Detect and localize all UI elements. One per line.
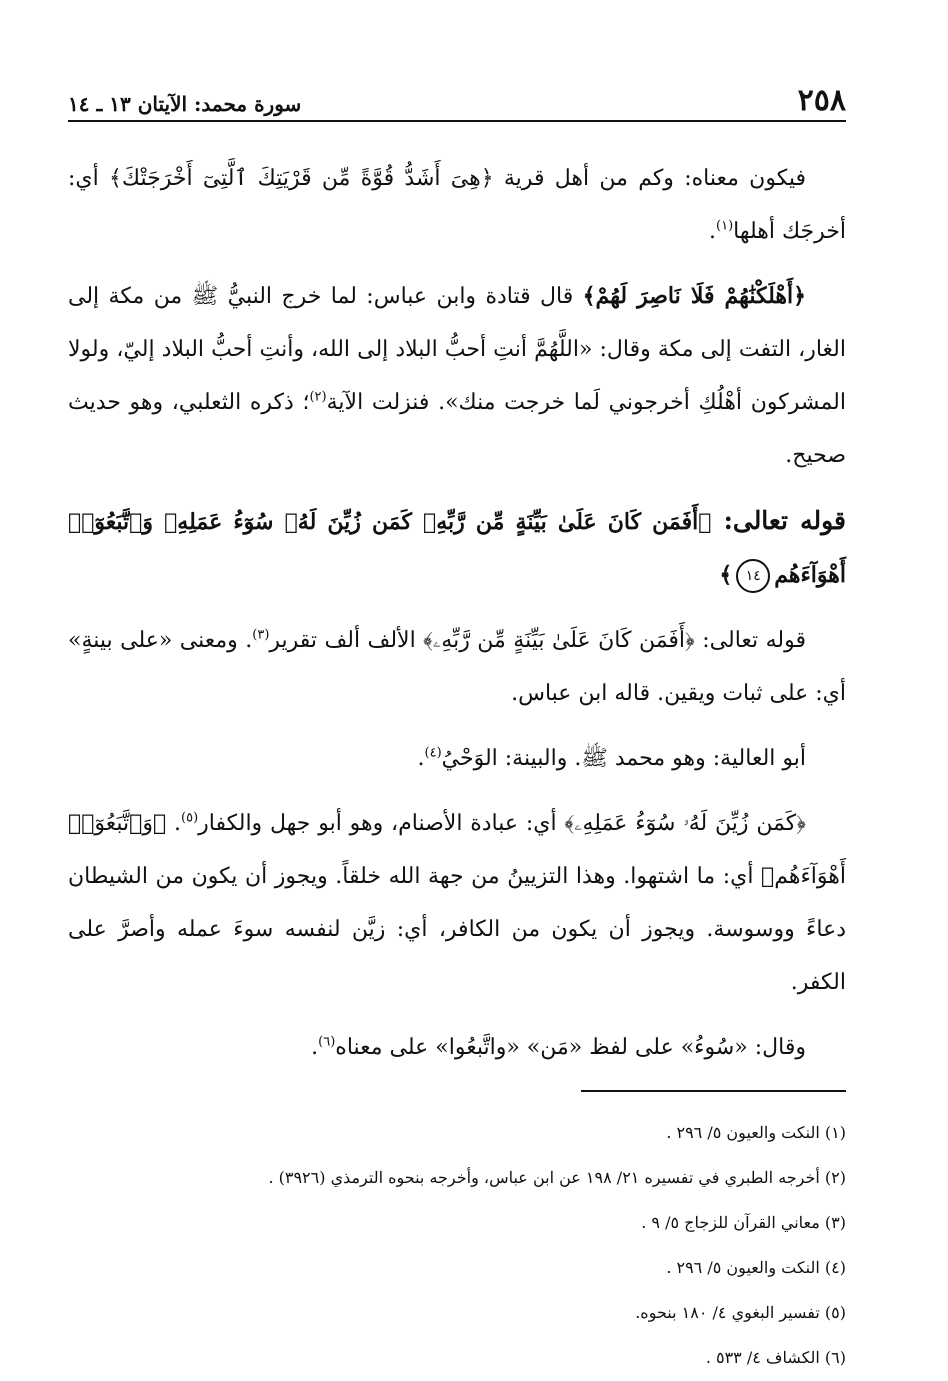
footnote: (٢) أخرجه الطبري في تفسيره ٢١/ ١٩٨ عن ابن عباس، وأخرجه بنحوه الترمذي (٣٩٢٦) . [268,1168,846,1187]
footnote-reference[interactable]: (٦) [318,1034,336,1050]
page-header [68,70,846,122]
paragraph-text: . [417,746,425,771]
footnote: (٥) تفسير البغوي ٤/ ١٨٠ بنحوه. [635,1303,846,1322]
paragraph [68,1021,846,1074]
footnote: (١) النكت والعيون ٥/ ٢٩٦ . [666,1123,846,1142]
verse-number-badge: ١٤ [736,559,770,593]
paragraph-text: . [709,219,717,244]
footnote-reference[interactable]: (١) [716,218,734,234]
paragraph [68,270,846,482]
footnote: (٦) الكشاف ٤/ ٥٣٣ . [705,1348,846,1367]
paragraph-text: أي: عبادة الأصنام، وهو أبو جهل والكفار [198,811,565,836]
body-text [68,152,846,1074]
footnote-reference[interactable]: (٣) [252,627,270,643]
quran-quote: ﴿كَمَن زُيِّنَ لَهُۥ سُوٓءُ عَمَلِهِۦ﴾ [564,811,807,836]
paragraph [68,614,846,720]
footnote: (٤) النكت والعيون ٥/ ٢٩٦ . [666,1258,846,1277]
paragraph [68,732,846,785]
paragraph-text: أي: ما اشتهوا. وهذا التزيينُ من جهة الله خلقاً. ويجوز أن يكون من الشيطان دعاءً ووسوسة. ويجوز أن يكون من الكافر، أي: زيَّن لنفسه سوءَ عمله وأصرَّ على الكفر. [68,864,846,995]
paragraph-text: فيكون معناه: وكم من أهل قرية [493,166,806,191]
paragraph-text: قال قتادة وابن عباس: لما خرج النبيُّ ﷺ من مكة إلى الغار، التفت إلى مكة وقال: «اللَّهُمَّ أنتِ أحبُّ البلاد إلى الله، وأنتِ أحبُّ البلاد إليّ، ولولا المشركون أهْلُكِ أخرجوني لَما خرجت منك». فنزلت الآية [68,284,847,415]
footnote-divider [581,1090,846,1092]
quran-quote: ﴿هِىَ أَشَدُّ قُوَّةً مِّن قَرْيَتِكَ ٱلَّتِىٓ أَخْرَجَتْكَ﴾ [109,166,494,191]
paragraph [68,152,846,258]
footnote-reference[interactable]: (٤) [424,745,442,761]
footnote: (٣) معاني القرآن للزجاج ٥/ ٩ . [641,1213,846,1232]
page [68,70,846,1380]
quran-verse: ﴿أَفَمَن كَانَ عَلَىٰ بَيِّنَةٍ مِّن رَّبِّهِۦ كَمَن زُيِّنَ لَهُۥ سُوٓءُ عَمَلِهِۦ وَٱتَّبَعُوٓا۟ أَهْوَآءَهُم [68,509,846,588]
paragraph-text: . [166,811,181,836]
paragraph-text: أبو العالية: وهو محمد ﷺ. والبينة: الوَحْيُ [441,746,806,771]
footnotes [68,1110,846,1380]
verse-heading-label: قوله تعالى: [711,506,846,535]
paragraph [68,797,846,1009]
paragraph-text: . [311,1035,319,1060]
paragraph-text: قوله تعالى: [694,628,806,653]
running-title: سورة محمد: الآيتان ١٣ ـ ١٤ [68,92,302,116]
footnote-reference[interactable]: (٢) [309,389,327,405]
verse-heading [68,494,846,602]
quran-quote: ﴿أَفَمَن كَانَ عَلَىٰ بَيِّنَةٍ مِّن رَّبِّهِۦ﴾ [423,628,695,653]
paragraph-text: . ومعنى «على بينةٍ» أي: على ثبات ويقين. قاله ابن عباس. [68,628,846,706]
paragraph-text: وقال: «سُوءُ» على لفظ «مَن» «واتَّبعُوا» على معناه [335,1035,806,1060]
paragraph-text: أي: أخرجَك أهلها [68,166,846,244]
footnote-reference[interactable]: (٥) [181,810,199,826]
paragraph-text: الألف ألف تقرير [269,628,424,653]
paragraph-text: ؛ ذكره الثعلبي، وهو حديث صحيح. [68,390,846,468]
page-number: ٢٥٨ [797,83,846,118]
quran-quote: ﴿أَهْلَكْنَٰهُمْ فَلَا نَاصِرَ لَهُمْ﴾ [582,283,806,309]
quran-quote: ﴿وَٱتَّبَعُوٓا۟ أَهْوَآءَهُم﴾ [68,811,846,889]
quran-bracket: ﴾ [719,562,733,588]
